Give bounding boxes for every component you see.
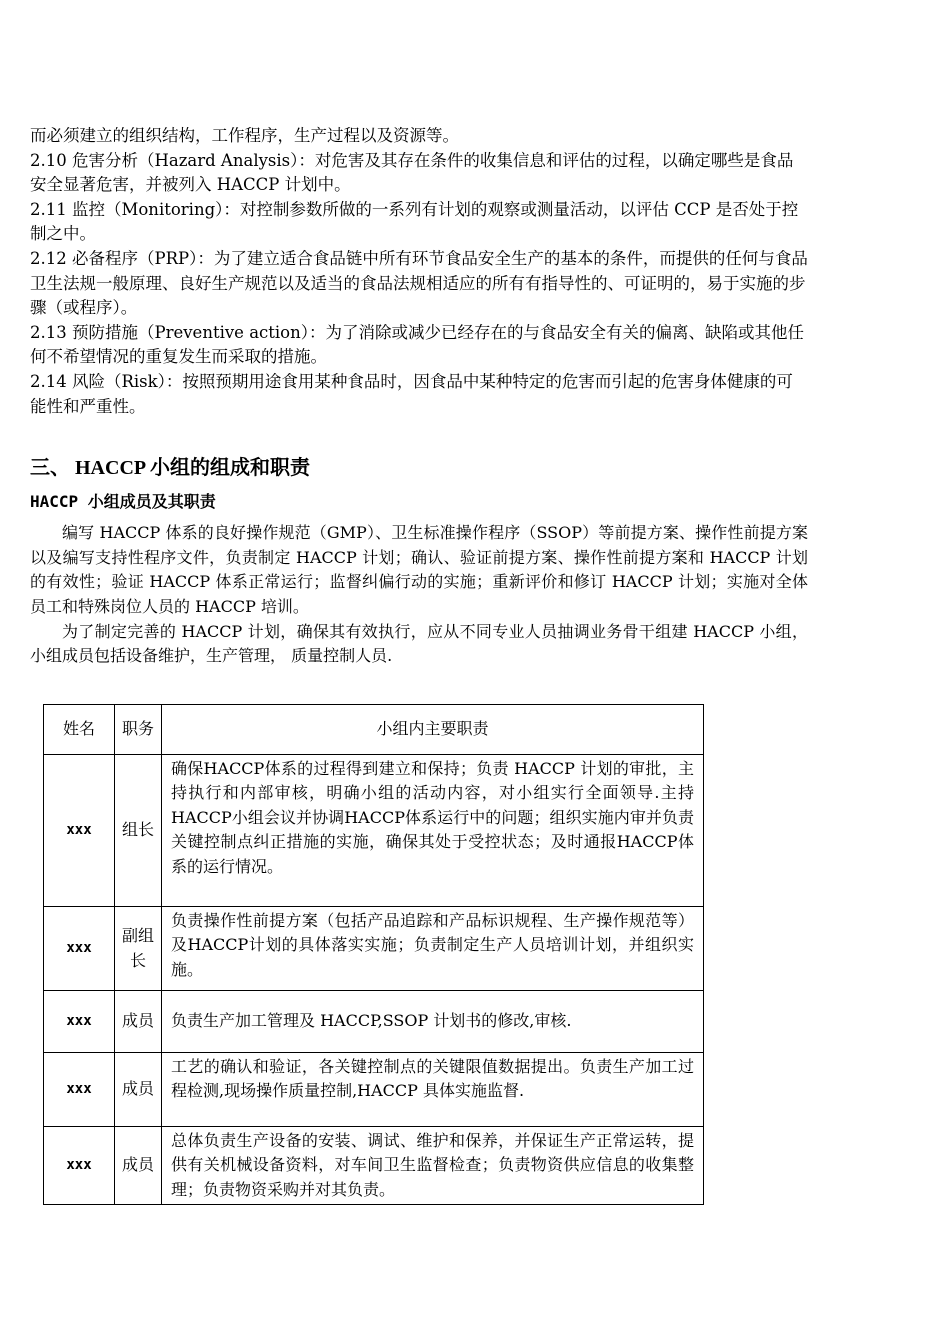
table-row <box>44 991 704 1053</box>
definitions-list <box>30 124 808 419</box>
section-title: 三、 HACCP 小组的组成和职责 <box>30 457 310 480</box>
member-duty: 确保HACCP体系的过程得到建立和保持；负责 HACCP 计划的审批，主持执行和内部审核，明确小组的活动内容，对小组实行全面领导.主持HACCP小组会议并协调HACCP体系运行中的问题；组织实施内审并负责关键控制点纠正措施的实施，确保其处于受控状态；及时通报HACCP体系的运行情况。 <box>162 755 704 907</box>
body-paragraph: 编写 HACCP 体系的良好操作规范（GMP）、卫生标准操作程序（SSOP）等前提方案、操作性前提方案以及编写支持性程序文件，负责制定 HACCP 计划；确认、验证前提方案、操作性前提方案和 HACCP 计划的有效性；验证 HACCP 体系正常运行；监督纠偏行动的实施；重新评价和修订 HACCP 计划；实施对全体员工和特殊岗位人员的 HACCP 培训。 <box>30 523 808 616</box>
member-duty: 总体负责生产设备的安装、调试、维护和保养，并保证生产正常运转，提供有关机械设备资料，对车间卫生监督检查；负责物资供应信息的收集整理；负责物资采购并对其负责。 <box>162 1127 704 1205</box>
member-name: xxx <box>44 991 115 1053</box>
definition-item: 而必须建立的组织结构，工作程序，生产过程以及资源等。 <box>30 126 459 145</box>
member-duty: 负责操作性前提方案（包括产品追踪和产品标识规程、生产操作规范等）及HACCP计划的具体落实实施；负责制定生产人员培训计划，并组织实施。 <box>162 907 704 991</box>
member-name: xxx <box>44 1053 115 1127</box>
table-row <box>44 907 704 991</box>
member-duty: 负责生产加工管理及 HACCP,SSOP 计划书的修改,审核. <box>162 991 704 1053</box>
header-name: 姓名 <box>44 705 115 755</box>
definition-item: 2.11 监控（Monitoring）：对控制参数所做的一系列有计划的观察或测量活动，以评估 CCP 是否处于控制之中。 <box>30 199 799 244</box>
member-duty: 工艺的确认和验证，各关键控制点的关键限值数据提出。负责生产加工过程检测,现场操作质量控制,HACCP 具体实施监督. <box>162 1053 704 1127</box>
definition-item: 2.14 风险（Risk）：按照预期用途食用某种食品时，因食品中某种特定的危害而引起的危害身体健康的可能性和严重性。 <box>30 371 793 416</box>
definition-item: 2.10 危害分析（Hazard Analysis）：对危害及其存在条件的收集信息和评估的过程，以确定哪些是食品安全显著危害，并被列入 HACCP 计划中。 <box>30 150 794 195</box>
definition-item: 2.12 必备程序（PRP）：为了建立适合食品链中所有环节食品安全生产的基本的条件，而提供的任何与食品卫生法规一般原理、良好生产规范以及适当的食品法规相适应的所有有指导性的、可证明的，易于实施的步骤（或程序）。 <box>30 248 808 318</box>
table-row <box>44 755 704 907</box>
body-paragraph: 为了制定完善的 HACCP 计划，确保其有效执行，应从不同专业人员抽调业务骨干组建 HACCP 小组，小组成员包括设备维护，生产管理， 质量控制人员. <box>30 621 808 666</box>
member-role: 成员 <box>115 1127 162 1205</box>
member-role: 成员 <box>115 991 162 1053</box>
table-row <box>44 1127 704 1205</box>
header-role: 职务 <box>115 705 162 755</box>
haccp-team-table <box>43 704 704 1205</box>
table-row <box>44 1053 704 1127</box>
member-role: 成员 <box>115 1053 162 1127</box>
member-name: xxx <box>44 907 115 991</box>
member-name: xxx <box>44 755 115 907</box>
member-role: 副组长 <box>115 907 162 991</box>
document-page <box>30 124 808 1199</box>
table-header-row <box>44 705 704 755</box>
header-duty: 小组内主要职责 <box>162 705 704 755</box>
section-subtitle: HACCP 小组成员及其职责 <box>30 492 216 512</box>
member-role: 组长 <box>115 755 162 907</box>
member-name: xxx <box>44 1127 115 1205</box>
definition-item: 2.13 预防措施（Preventive action）：为了消除或减少已经存在的与食品安全有关的偏离、缺陷或其他任何不希望情况的重复发生而采取的措施。 <box>30 322 804 367</box>
